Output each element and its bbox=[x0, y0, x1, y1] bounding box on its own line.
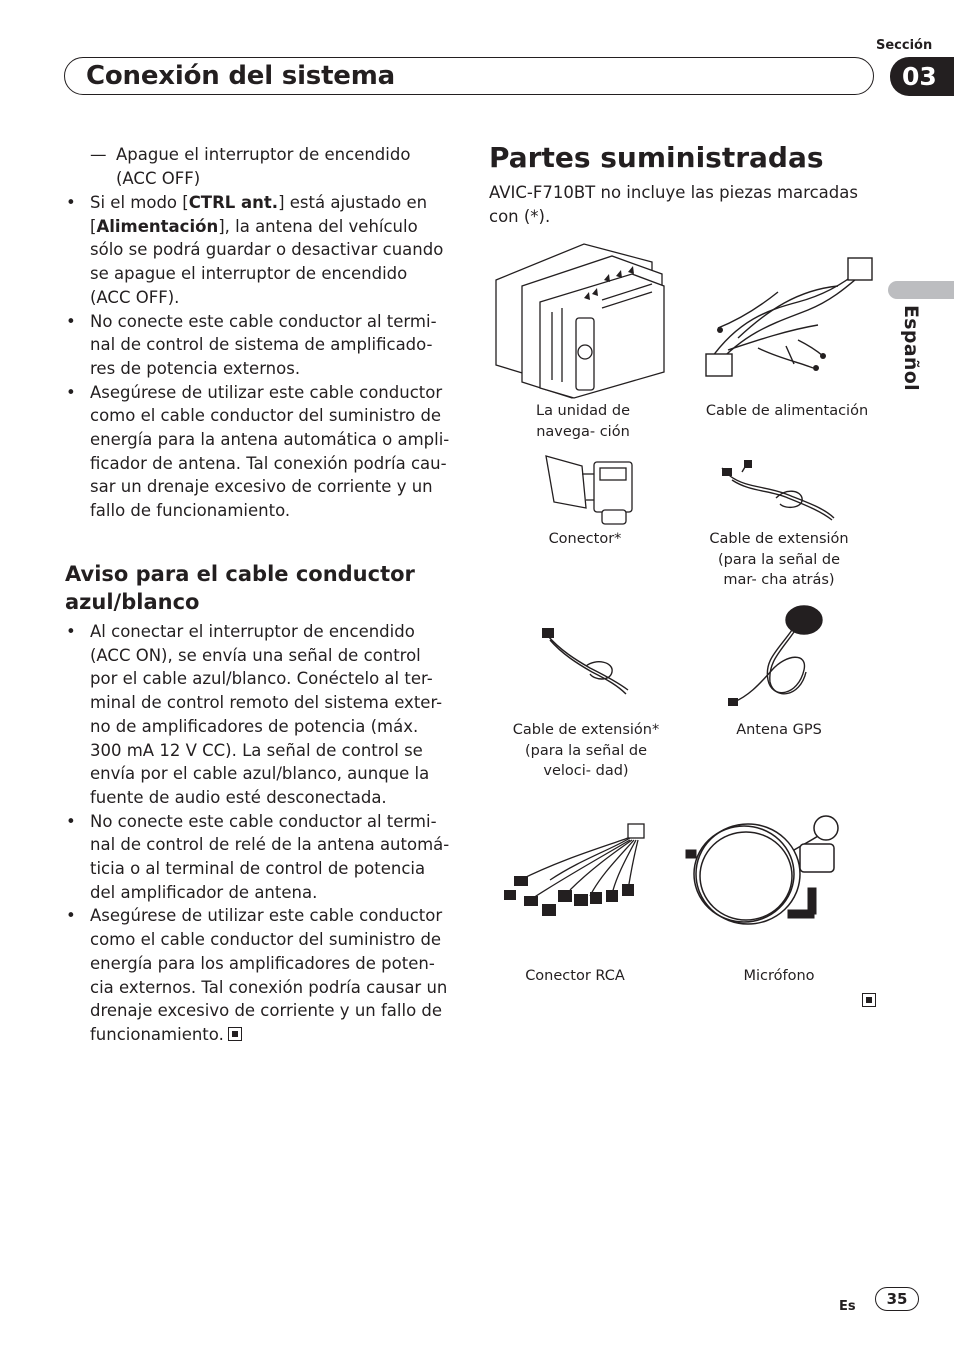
list-item: • Al conectar el interruptor de encendido (ACC ON), se envía una señal de control por el cable azul/blanco. Conéctelo al ter- minal de control remoto del sistema exter- no de amplificadores de potencia (máx. 300 mA 12 V CC). La señal de control se envía por el cable azul/blanco, aunque la fuente de audio esté desconectada. bbox=[64, 620, 452, 810]
list-item bbox=[64, 191, 452, 310]
microphone-illustration bbox=[684, 810, 844, 930]
item-bold-mode: CTRL ant. bbox=[188, 193, 279, 212]
extension-cable-reverse-illustration bbox=[716, 458, 838, 524]
extension-cable-speed-illustration bbox=[540, 624, 634, 696]
end-mark-icon bbox=[228, 1027, 242, 1041]
section-number-badge: 03 bbox=[890, 57, 954, 96]
item-text: ], la antena del vehículo sólo se podrá guardar o desactivar cuando se apague el interruptor de encendido (ACC OFF). bbox=[90, 216, 444, 307]
item-text: Si el modo [ bbox=[90, 193, 189, 212]
bullet-list-aviso bbox=[64, 620, 452, 1047]
connector-illustration bbox=[536, 452, 636, 528]
caption-unit: La unidad de navega- ción bbox=[535, 403, 630, 440]
language-tab-label: Español bbox=[900, 305, 922, 391]
caption-ext-reverse: Cable de extensión (para la señal de mar- cha atrás) bbox=[709, 531, 849, 588]
end-mark-icon bbox=[862, 993, 876, 1007]
page-title: Conexión del sistema bbox=[86, 61, 395, 91]
rca-connector-illustration bbox=[500, 820, 650, 932]
list-item: • No conecte este cable conductor al termi- nal de control de sistema de amplificado- res de potencia externos. bbox=[64, 310, 452, 381]
section-label: Sección bbox=[876, 38, 933, 53]
page-number: 35 bbox=[875, 1287, 919, 1311]
list-item: • No conecte este cable conductor al termi- nal de control de relé de la antena automá- ticia o al terminal de control de potencia del amplificador de antena. bbox=[64, 810, 452, 905]
list-item bbox=[64, 904, 452, 1046]
gps-antenna-illustration bbox=[728, 600, 828, 715]
caption-gps: Antena GPS bbox=[736, 722, 822, 738]
bullet-list-top bbox=[64, 191, 452, 523]
item-text: ] está ajustado en [ bbox=[90, 193, 428, 236]
section-heading-aviso: Aviso para el cable conductor azul/blanco bbox=[65, 562, 415, 614]
section-heading-partes: Partes suministradas bbox=[489, 141, 824, 174]
power-cable-illustration bbox=[698, 250, 878, 385]
dash-marker: — bbox=[90, 145, 107, 164]
caption-power-cable: Cable de alimentación bbox=[705, 403, 869, 419]
caption-rca: Conector RCA bbox=[525, 968, 625, 984]
item-text: Asegúrese de utilizar este cable conductor como el cable conductor del suministro de energía para los amplificadores de poten- cia externos. Tal conexión podría causar un drenaje excesivo de corriente y un fallo de funcionamiento. bbox=[90, 906, 448, 1044]
caption-connector: Conector* bbox=[548, 531, 622, 547]
item-bold-option: Alimentación bbox=[96, 216, 219, 236]
dash-item bbox=[90, 143, 450, 190]
navigation-unit-illustration bbox=[492, 240, 672, 400]
partes-intro: AVIC-F710BT no incluye las piezas marcadas con (*). bbox=[489, 183, 858, 226]
dash-item-text: Apague el interruptor de encendido (ACC OFF) bbox=[116, 145, 411, 188]
language-code: Es bbox=[839, 1299, 856, 1314]
list-item: • Asegúrese de utilizar este cable conductor como el cable conductor del suministro de energía para la antena automática o ampli- ficador de antena. Tal conexión podría cau- sar un drenaje excesivo de corriente y un fallo de funcionamiento. bbox=[64, 381, 452, 523]
caption-mic: Micrófono bbox=[743, 968, 815, 984]
caption-ext-speed: Cable de extensión* (para la señal de veloci- dad) bbox=[512, 722, 660, 779]
language-tab-bar bbox=[888, 281, 954, 299]
